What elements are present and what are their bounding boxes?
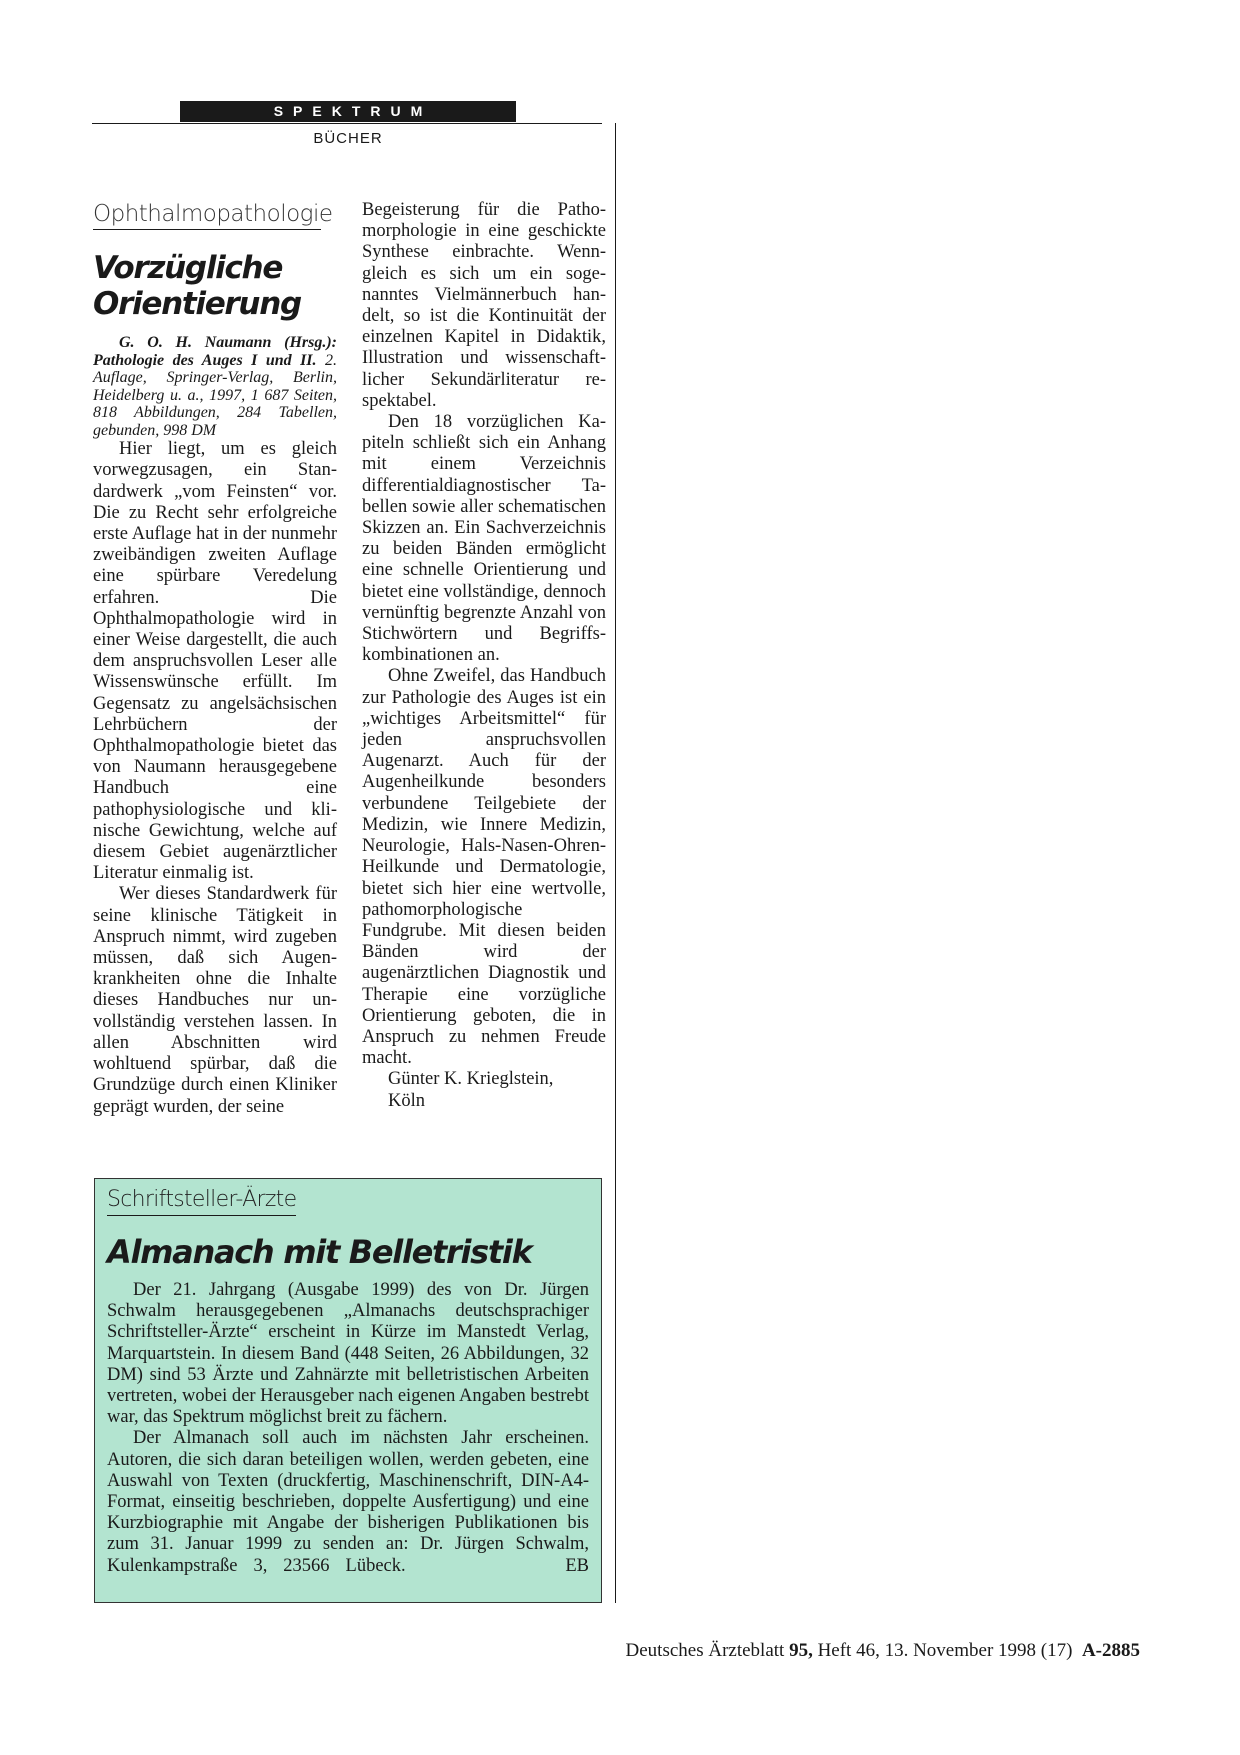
box-paragraph: Der Almanach soll auch im nächsten Jahr erscheinen. Autoren, die sich daran beteiligen wollen, werden gebeten, eine Auswahl von Texten (druckfertig, Maschinenschrift, DIN-A4-Format, einseitig beschrieben, doppelte Ausfertigung) und eine Kurzbiographie mit Angabe der bisherigen Publikationen bis zum 31. Januar 1999 zu senden an: Dr. Jürgen Schwalm, Kulenkampstraße 3, 23566 Lübeck. EB (107, 1428, 589, 1576)
article1-rubric: Ophthalmopathologie (93, 204, 321, 230)
bibliography-details: 2. Auflage, Springer-Verlag, Berlin, Heidelberg u. a., 1997, 1 687 Seiten, 818 Abbildungen, 284 Tabellen, gebunden, 998 DM (93, 351, 338, 439)
section-band: SPEKTRUM (180, 101, 516, 122)
article2-box (94, 1178, 602, 1603)
body-paragraph: Wer dieses Standardwerk für seine klinische Tätigkeit in Anspruch nimmt, wird zugeben müssen, daß sich Augenkrankheiten ohne die Inhalte dieses Handbuches nur unvollständig verstehen lassen. In allen Abschnitten wird wohltuend spürbar, daß die Grundzüge durch einen Kliniker geprägt wurden, der seine (93, 884, 337, 1117)
headline-line2: Orientierung (93, 286, 301, 323)
column-divider (615, 123, 616, 1603)
issue-info: Heft 46, 13. November 1998 (17) (812, 1640, 1073, 1661)
subsection-label: BÜCHER (313, 130, 383, 147)
page-footer (580, 1640, 1140, 1662)
body-paragraph: Ohne Zweifel, das Handbuch zur Pathologie des Auges ist ein „wichtiges Arbeitsmittel“ für jeden anspruchsvollen Augenarzt. Auch für der Augenheilkunde besonders verbundene Teilgebiete der Medizin, wie Innere Medizin, Neurologie, Hals-Nasen-Ohren-Heilkunde und Dermatologie, bietet sich hier eine wertvolle, pathomorphologische Fundgrube. Mit diesen beiden Bänden wird der augenärztlichen Diagnostik und Therapie eine vorzügliche Orientierung geboten, die in Anspruch zu nehmen Freude macht. (362, 666, 606, 1069)
author-name: Günter K. Krieglstein, (388, 1069, 554, 1090)
header-rule (92, 123, 602, 124)
bibliography (93, 334, 337, 439)
author-city: Köln (388, 1090, 425, 1111)
article1-left-column (93, 201, 338, 1118)
body-paragraph-continued: Begeisterung für die Pathomorphologie in eine geschickte Synthese einbrachte. Wenngleich es sich um ein sogenanntes Vielmännerbuch handelt, so ist die Kontinuität der einzelnen Kapitel in Didaktik, Illustration und wissenschaftlicher Sekundärliteratur respektabel. (362, 200, 606, 411)
journal-name: Deutsches Ärzteblatt (625, 1640, 790, 1661)
article1-headline (93, 250, 337, 322)
volume-number: 95, (789, 1640, 813, 1661)
headline-line1: Vorzügliche (93, 250, 283, 287)
bibliography-title: G. O. H. Naumann (Hrsg.): Pathologie des Auges I und II. (93, 334, 337, 369)
box-paragraph: Der 21. Jahrgang (Ausgabe 1999) des von Dr. Jürgen Schwalm herausgegebenen „Almanachs deutschsprachiger Schriftsteller-Ärzte“ erscheint in Kürze im Manstedt Verlag, Marquartstein. In diesem Band (448 Seiten, 26 Abbildungen, 32 DM) sind 53 Ärzte und Zahnärzte mit belletristischen Arbeiten vertreten, wobei der Herausgeber nach eigenen Angaben bestrebt war, das Spektrum möglichst breit zu fächern. (107, 1280, 589, 1428)
article2-headline: Almanach mit Belletristik (107, 1233, 532, 1271)
article1-right-column (362, 200, 606, 1112)
body-paragraph: Den 18 vorzüglichen Kapiteln schließt sich ein Anhang mit einem Verzeichnis differentialdiagnostischer Tabellen sowie aller schematischen Skizzen an. Ein Sachverzeichnis zu beiden Bänden ermöglicht eine schnelle Orientierung und bietet eine vollständige, dennoch vernünftig begrenzte Anzahl von Stichwörtern und Begriffskombinationen an. (362, 412, 606, 666)
body-paragraph: Hier liegt, um es gleich vorwegzusagen, ein Standardwerk „vom Feinsten“ vor. Die zu Recht sehr erfolgreiche erste Auflage hat in der nunmehr zweibändigen zweiten Auflage eine spürbare Veredelung erfahren. Die Ophthalmopathologie wird in einer Weise dargestellt, die auch dem anspruchsvollen Leser alle Wissenswünsche erfüllt. Im Gegensatz zu angelsächsischen Lehrbüchern der Ophthalmopathologie bietet das von Naumann herausgegebene Handbuch eine pathophysiologische und klinische Gewichtung, welche auf diesem Gebiet augenärztlicher Literatur einmalig ist. (93, 439, 337, 884)
page-number: A-2885 (1081, 1640, 1140, 1661)
box-signature: EB (565, 1555, 589, 1576)
article2-rubric: Schriftsteller-Ärzte (107, 1187, 296, 1216)
